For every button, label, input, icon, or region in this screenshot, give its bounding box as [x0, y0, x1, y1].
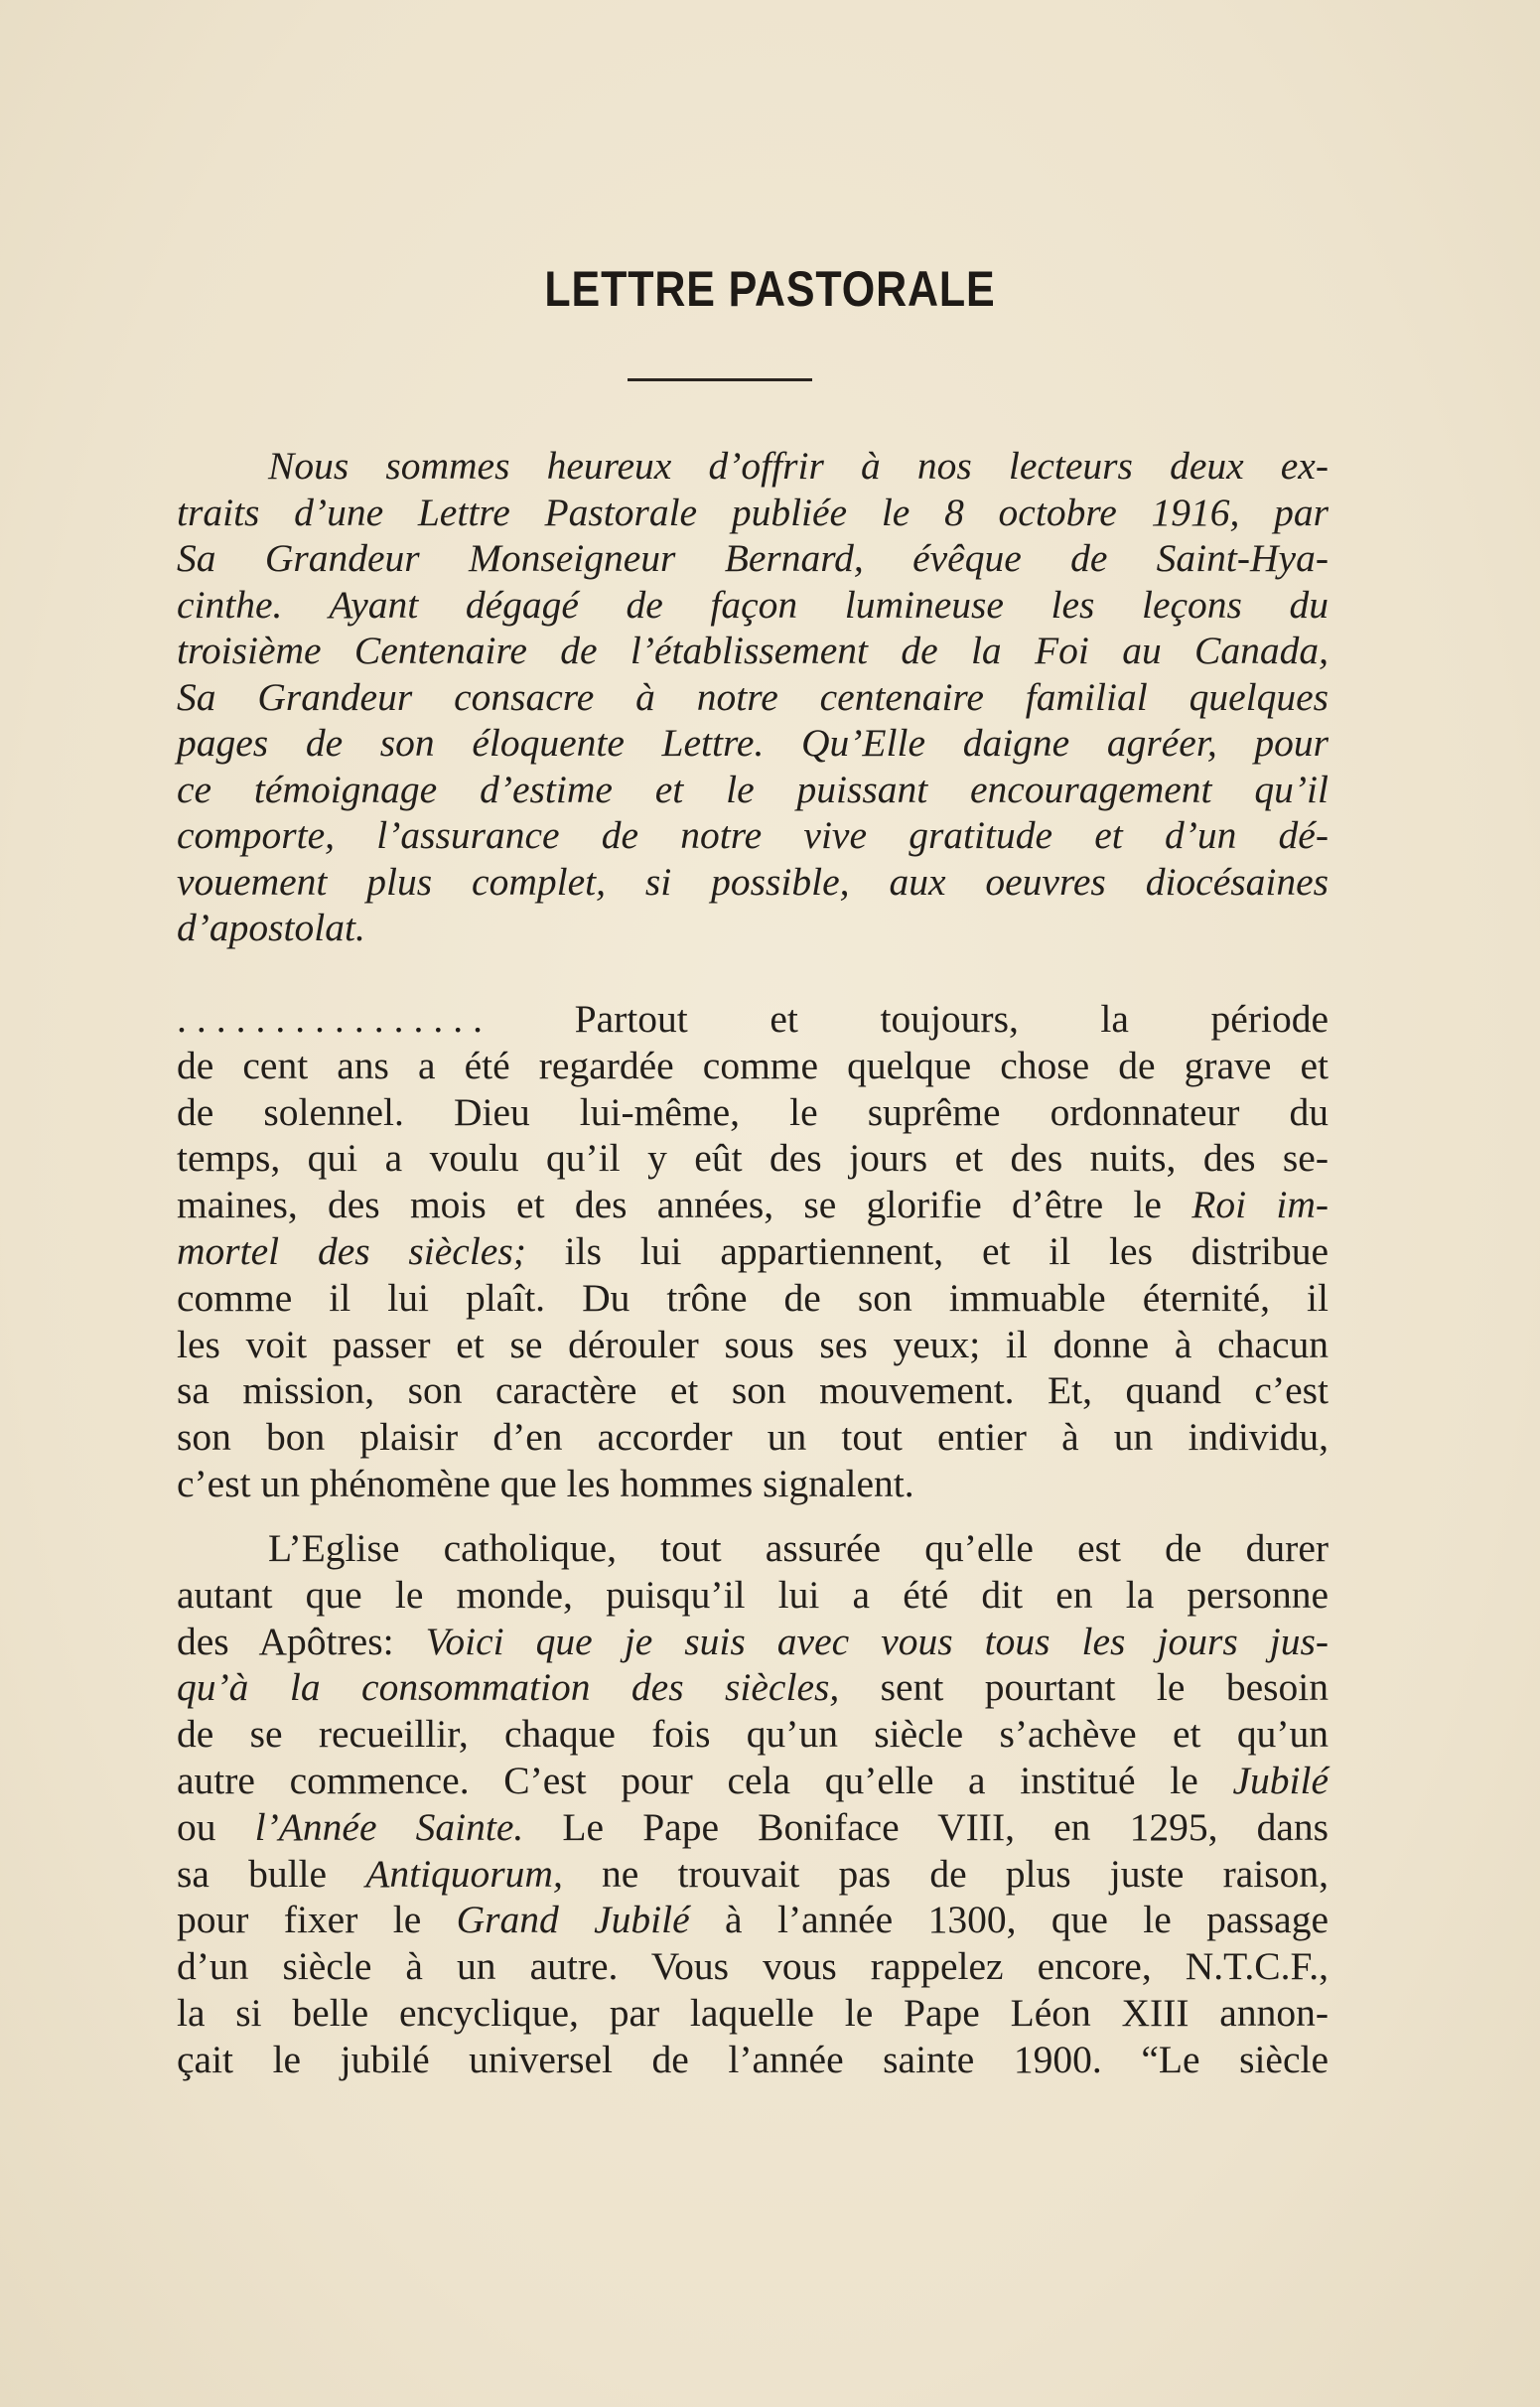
paragraph-text: pour fixer le	[177, 1898, 457, 1942]
paragraph-line	[177, 1897, 1329, 1943]
intro-line: troisième Centenaire de l’établissement de la Foi au Canada,	[177, 629, 1329, 672]
paragraph-line: autant que le monde, puisqu’il lui a été dit en la personne	[177, 1572, 1329, 1617]
italic-text: Grand Jubilé	[456, 1898, 690, 1942]
intro-line: Sa Grandeur Monseigneur Bernard, évêque de Saint-Hya-	[177, 536, 1329, 580]
page-title: LETTRE PASTORALE	[544, 261, 996, 317]
paragraph-line: son bon plaisir d’en accorder un tout entier à un individu,	[177, 1415, 1329, 1460]
paragraph-text: ou	[177, 1804, 255, 1849]
italic-text: Antiquorum,	[365, 1851, 563, 1896]
intro-line: comporte, l’assurance de notre vive gratitude et d’un dé-	[177, 813, 1329, 857]
paragraph-text: autre commence. C’est pour cela qu’elle a institué le	[177, 1758, 1233, 1802]
italic-text: mortel des siècles;	[177, 1228, 526, 1273]
paragraph-line	[177, 1758, 1329, 1804]
paragraph-line	[177, 1228, 1329, 1275]
italic-text: Roi im-	[1191, 1183, 1329, 1227]
paragraph-text: Le Pape Boniface VIII, en 1295, dans	[523, 1804, 1329, 1849]
paragraph-line: d’un siècle à un autre. Vous vous rappelez encore, N.T.C.F.,	[177, 1944, 1329, 1989]
paragraph-line: les voit passer et se dérouler sous ses yeux; il donne à chacun	[177, 1322, 1329, 1366]
italic-text: qu’à la consommation des siècles,	[177, 1665, 840, 1710]
paragraph-line	[177, 1619, 1329, 1665]
title-divider	[628, 378, 812, 381]
intro-line: Nous sommes heureux d’offrir à nos lecteurs deux ex-	[268, 444, 1329, 488]
paragraph-line	[177, 1804, 1329, 1851]
italic-text: Jubilé	[1232, 1758, 1329, 1802]
intro-line: cinthe. Ayant dégagé de façon lumineuse les leçons du	[177, 582, 1329, 627]
intro-line: pages de son éloquente Lettre. Qu’Elle daigne agréer, pour	[177, 721, 1329, 765]
intro-line: ce témoignage d’estime et le puissant encouragement qu’il	[177, 767, 1329, 811]
paragraph-text: Partout et toujours, la période	[574, 997, 1329, 1041]
paragraph-line: de se recueillir, chaque fois qu’un siècle s’achève et qu’un	[177, 1712, 1329, 1757]
ellipsis-dots: ................	[177, 997, 492, 1041]
paragraph-line	[177, 1664, 1329, 1711]
paragraph-line	[177, 1182, 1329, 1228]
paragraph-line	[177, 996, 1329, 1043]
intro-line: d’apostolat.	[177, 906, 365, 949]
paragraph-text: à l’année 1300, que le passage	[689, 1898, 1329, 1942]
editorial-intro	[177, 443, 1329, 951]
paragraph-line	[177, 1851, 1329, 1898]
paragraph-line: L’Eglise catholique, tout assurée qu’elle est de durer	[268, 1526, 1329, 1570]
paragraph-line: de cent ans a été regardée comme quelque chose de grave et	[177, 1043, 1329, 1087]
italic-text: Voici que je suis avec vous tous les jours jus-	[425, 1619, 1329, 1663]
paragraph-line: comme il lui plaît. Du trône de son immuable éternité, il	[177, 1275, 1329, 1320]
paragraph-line: de solennel. Dieu lui-même, le suprême ordonnateur du	[177, 1089, 1329, 1134]
paragraph-text: sent pourtant le besoin	[839, 1665, 1329, 1710]
paragraph-line: çait le jubilé universel de l’année sainte 1900. “Le siècle	[177, 2037, 1329, 2081]
paragraph-text: ne trouvait pas de plus juste raison,	[562, 1851, 1329, 1896]
intro-line: Sa Grandeur consacre à notre centenaire familial quelques	[177, 674, 1329, 719]
paragraph-text: maines, des mois et des années, se glorifie d’être le	[177, 1183, 1192, 1227]
paragraph-line: sa mission, son caractère et son mouvement. Et, quand c’est	[177, 1368, 1329, 1413]
intro-line: traits d’une Lettre Pastorale publiée le 8 octobre 1916, par	[177, 490, 1329, 534]
paragraph-line: c’est un phénomène que les hommes signalent.	[177, 1461, 914, 1505]
paragraph-text: sa bulle	[177, 1851, 366, 1896]
paragraph-text: des Apôtres:	[177, 1619, 426, 1663]
paragraph-line: la si belle encyclique, par laquelle le Pape Léon XIII annon-	[177, 1990, 1329, 2035]
intro-line: vouement plus complet, si possible, aux oeuvres diocésaines	[177, 859, 1329, 904]
paragraph-line: temps, qui a voulu qu’il y eût des jours et des nuits, des se-	[177, 1136, 1329, 1181]
paragraph-text: ils lui appartiennent, et il les distribue	[525, 1228, 1329, 1273]
paragraph-1	[177, 996, 1329, 1507]
paragraph-2	[177, 1525, 1329, 2083]
italic-text: l’Année Sainte.	[254, 1804, 524, 1849]
